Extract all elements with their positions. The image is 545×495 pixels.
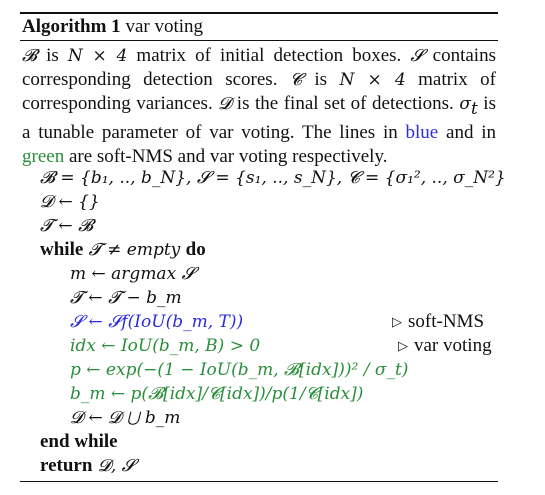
line-idx: idx ← IoU(b_m, B) > 0	[70, 336, 261, 356]
algorithm-description: 𝓑 is N × 4 matrix of initial detection boxes. 𝓢 contains corresponding detection scores. 𝓒 is N × 4 matrix of corresponding variances. 𝓓 is the final set of detections. $\sigma_t$ is a tunable parameter of var voting. The lines in blue and in green are soft-NMS and var voting respectively.	[22, 45, 496, 167]
comment-soft-nms: ▷ soft-NMS	[392, 311, 485, 332]
line-argmax: m ← argmax 𝓢	[70, 264, 195, 284]
line-while: while 𝓣 ≠ empty do	[40, 239, 206, 260]
line-t-init: 𝓣 ← 𝓑	[40, 216, 94, 236]
green-word: green	[22, 145, 65, 167]
line-d-update: 𝓓 ← 𝓓 ⋃ b_m	[70, 408, 181, 428]
triangle-icon: ▷	[398, 338, 408, 353]
line-end-while: end while	[40, 431, 118, 452]
line-bm: b_m ← p(𝓑[idx]/𝓒[idx])/p(1/𝓒[idx])	[70, 384, 364, 404]
algorithm-name: var voting	[125, 16, 204, 37]
line-init: 𝓑 = {b₁, .., b_N}, 𝓢 = {s₁, .., s_N}, 𝓒 = {σ₁², .., σ_N²}	[40, 168, 506, 188]
line-return: return 𝓓, 𝓢	[40, 455, 135, 476]
triangle-icon: ▷	[392, 314, 402, 329]
top-rule	[20, 12, 498, 14]
header-rule	[20, 40, 498, 41]
algorithm-title	[22, 15, 203, 39]
bottom-rule	[20, 481, 498, 482]
line-d-init: 𝓓 ← {}	[40, 192, 100, 212]
line-soft-nms: 𝓢 ← 𝓢f(IoU(b_m, T))	[70, 312, 244, 332]
algorithm-label: Algorithm 1	[22, 16, 121, 37]
comment-var-voting: ▷ var voting	[398, 335, 492, 356]
blue-word: blue	[405, 122, 439, 144]
line-p: p ← exp(−(1 − IoU(b_m, 𝓑[idx]))² / σ_t)	[70, 360, 409, 380]
line-t-update: 𝓣 ← 𝓣 − b_m	[70, 288, 182, 308]
